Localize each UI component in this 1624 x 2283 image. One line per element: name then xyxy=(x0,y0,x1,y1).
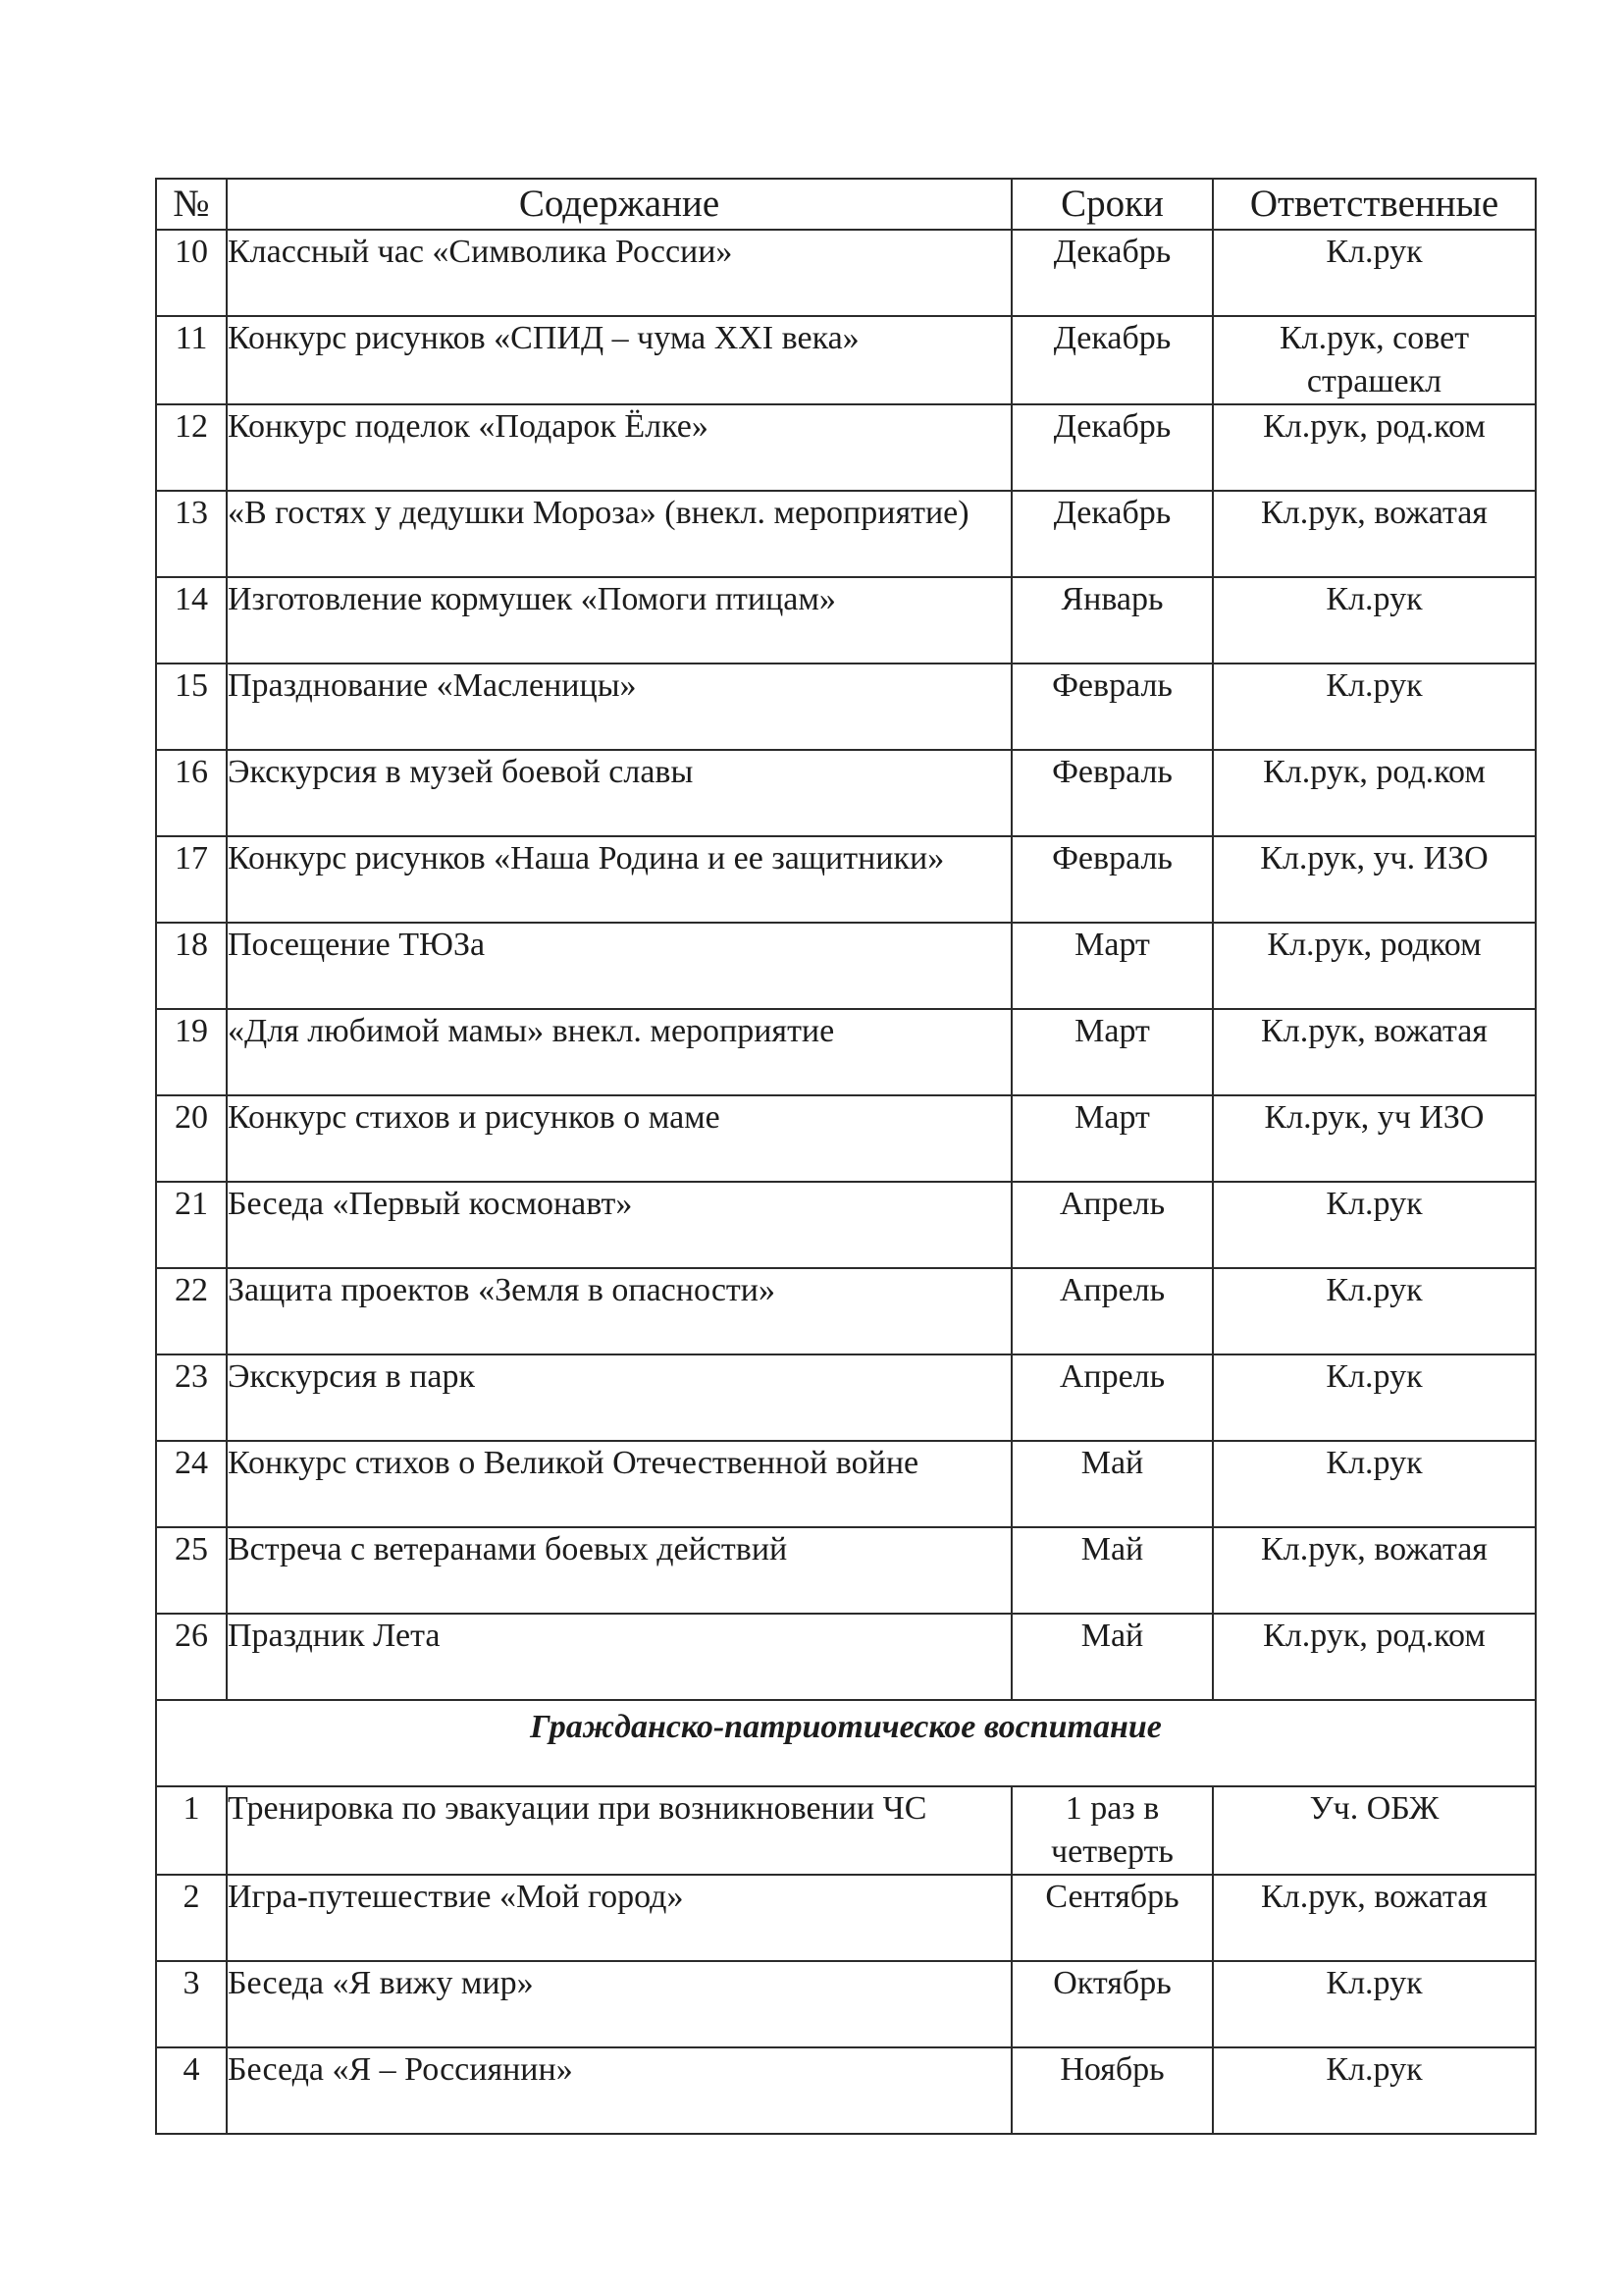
row-responsible: Кл.рук xyxy=(1213,1441,1536,1527)
table-row xyxy=(156,923,1536,1009)
row-term: Декабрь xyxy=(1012,230,1213,316)
row-content: Праздник Лета xyxy=(227,1614,1012,1700)
row-content: Изготовление кормушек «Помоги птицам» xyxy=(227,577,1012,664)
row-content: Конкурс стихов о Великой Отечественной войне xyxy=(227,1441,1012,1527)
row-term: Апрель xyxy=(1012,1354,1213,1441)
table-row xyxy=(156,404,1536,491)
row-term: Май xyxy=(1012,1527,1213,1614)
row-responsible: Кл.рук, вожатая xyxy=(1213,1009,1536,1095)
table-row xyxy=(156,1354,1536,1441)
row-content: Экскурсия в парк xyxy=(227,1354,1012,1441)
row-responsible: Кл.рук, род.ком xyxy=(1213,750,1536,836)
row-content: Беседа «Я вижу мир» xyxy=(227,1961,1012,2047)
row-term: Январь xyxy=(1012,577,1213,664)
header-content: Содержание xyxy=(227,179,1012,230)
row-num: 22 xyxy=(156,1268,227,1354)
row-term: Февраль xyxy=(1012,664,1213,750)
row-responsible: Кл.рук, вожатая xyxy=(1213,491,1536,577)
row-responsible: Кл.рук, вожатая xyxy=(1213,1875,1536,1961)
row-content: Посещение ТЮЗа xyxy=(227,923,1012,1009)
row-term: Апрель xyxy=(1012,1268,1213,1354)
header-num: № xyxy=(156,179,227,230)
table-header-row xyxy=(156,179,1536,230)
row-num: 10 xyxy=(156,230,227,316)
row-responsible: Кл.рук, уч ИЗО xyxy=(1213,1095,1536,1182)
row-content: Игра-путешествие «Мой город» xyxy=(227,1875,1012,1961)
row-content: Празднование «Масленицы» xyxy=(227,664,1012,750)
row-content: Конкурс рисунков «Наша Родина и ее защитники» xyxy=(227,836,1012,923)
row-num: 18 xyxy=(156,923,227,1009)
table-row xyxy=(156,1009,1536,1095)
table-row xyxy=(156,316,1536,404)
section-row xyxy=(156,1700,1536,1786)
row-num: 1 xyxy=(156,1786,227,1875)
table-body xyxy=(156,230,1536,2134)
row-term: Октябрь xyxy=(1012,1961,1213,2047)
table-row xyxy=(156,750,1536,836)
header-term: Сроки xyxy=(1012,179,1213,230)
table-row xyxy=(156,491,1536,577)
row-content: Беседа «Первый космонавт» xyxy=(227,1182,1012,1268)
row-term: Декабрь xyxy=(1012,491,1213,577)
row-responsible: Кл.рук, родком xyxy=(1213,923,1536,1009)
table-row xyxy=(156,1095,1536,1182)
row-num: 12 xyxy=(156,404,227,491)
table-row xyxy=(156,230,1536,316)
table-row xyxy=(156,664,1536,750)
plan-table xyxy=(155,178,1537,2135)
table-row xyxy=(156,1614,1536,1700)
row-num: 4 xyxy=(156,2047,227,2134)
row-num: 21 xyxy=(156,1182,227,1268)
table-row xyxy=(156,1786,1536,1875)
row-term: Февраль xyxy=(1012,750,1213,836)
row-num: 13 xyxy=(156,491,227,577)
table-row xyxy=(156,1182,1536,1268)
row-responsible: Кл.рук xyxy=(1213,1961,1536,2047)
row-responsible: Кл.рук, вожатая xyxy=(1213,1527,1536,1614)
row-num: 25 xyxy=(156,1527,227,1614)
row-responsible: Кл.рук xyxy=(1213,664,1536,750)
row-responsible: Кл.рук, уч. ИЗО xyxy=(1213,836,1536,923)
row-num: 24 xyxy=(156,1441,227,1527)
row-num: 16 xyxy=(156,750,227,836)
row-term: Февраль xyxy=(1012,836,1213,923)
table-row xyxy=(156,1441,1536,1527)
row-term: Апрель xyxy=(1012,1182,1213,1268)
row-term: Май xyxy=(1012,1441,1213,1527)
row-term: Май xyxy=(1012,1614,1213,1700)
row-num: 20 xyxy=(156,1095,227,1182)
row-num: 15 xyxy=(156,664,227,750)
row-content: Конкурс стихов и рисунков о маме xyxy=(227,1095,1012,1182)
section-title: Гражданско-патриотическое воспитание xyxy=(156,1700,1536,1786)
row-content: Экскурсия в музей боевой славы xyxy=(227,750,1012,836)
table-row xyxy=(156,1961,1536,2047)
row-num: 26 xyxy=(156,1614,227,1700)
row-term: Сентябрь xyxy=(1012,1875,1213,1961)
row-responsible: Кл.рук xyxy=(1213,2047,1536,2134)
row-term: Март xyxy=(1012,1095,1213,1182)
row-term: Декабрь xyxy=(1012,404,1213,491)
row-content: Конкурс рисунков «СПИД – чума XXI века» xyxy=(227,316,1012,404)
row-num: 2 xyxy=(156,1875,227,1961)
row-num: 23 xyxy=(156,1354,227,1441)
row-num: 19 xyxy=(156,1009,227,1095)
table-row xyxy=(156,577,1536,664)
row-num: 14 xyxy=(156,577,227,664)
row-responsible: Кл.рук xyxy=(1213,1354,1536,1441)
table-row xyxy=(156,1875,1536,1961)
table-row xyxy=(156,836,1536,923)
row-content: Классный час «Символика России» xyxy=(227,230,1012,316)
row-responsible: Кл.рук, род.ком xyxy=(1213,1614,1536,1700)
header-responsible: Ответственные xyxy=(1213,179,1536,230)
row-content: Встреча с ветеранами боевых действий xyxy=(227,1527,1012,1614)
row-term: 1 раз в четверть xyxy=(1012,1786,1213,1875)
row-content: «Для любимой мамы» внекл. мероприятие xyxy=(227,1009,1012,1095)
row-responsible: Кл.рук xyxy=(1213,230,1536,316)
row-num: 11 xyxy=(156,316,227,404)
row-num: 17 xyxy=(156,836,227,923)
row-content: «В гостях у дедушки Мороза» (внекл. мероприятие) xyxy=(227,491,1012,577)
row-responsible: Кл.рук xyxy=(1213,1268,1536,1354)
row-term: Март xyxy=(1012,923,1213,1009)
row-responsible: Уч. ОБЖ xyxy=(1213,1786,1536,1875)
row-responsible: Кл.рук, совет страшекл xyxy=(1213,316,1536,404)
row-content: Беседа «Я – Россиянин» xyxy=(227,2047,1012,2134)
row-content: Конкурс поделок «Подарок Ёлке» xyxy=(227,404,1012,491)
row-responsible: Кл.рук xyxy=(1213,1182,1536,1268)
table-row xyxy=(156,2047,1536,2134)
row-responsible: Кл.рук xyxy=(1213,577,1536,664)
row-content: Тренировка по эвакуации при возникновении ЧС xyxy=(227,1786,1012,1875)
row-responsible: Кл.рук, род.ком xyxy=(1213,404,1536,491)
row-term: Ноябрь xyxy=(1012,2047,1213,2134)
table-row xyxy=(156,1268,1536,1354)
row-term: Март xyxy=(1012,1009,1213,1095)
table-row xyxy=(156,1527,1536,1614)
row-num: 3 xyxy=(156,1961,227,2047)
row-content: Защита проектов «Земля в опасности» xyxy=(227,1268,1012,1354)
row-term: Декабрь xyxy=(1012,316,1213,404)
